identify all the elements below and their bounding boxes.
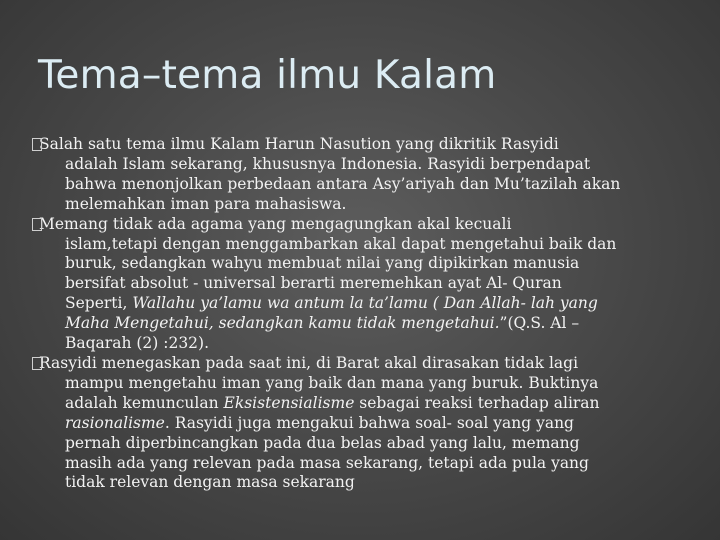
text-segment: buruk, sedangkan wahyu membuat nilai yang dipikirkan manusia bbox=[65, 254, 580, 273]
text-segment: Rasyidi menegaskan pada saat ini, di Barat akal dirasakan tidak lagi bbox=[39, 353, 579, 372]
text-segment: masih ada yang relevan pada masa sekarang, tetapi ada pula yang bbox=[65, 453, 589, 472]
text-line bbox=[65, 454, 690, 474]
square-bullet-icon bbox=[32, 357, 42, 370]
text-segment: Baqarah (2) :232). bbox=[65, 334, 210, 353]
text-segment: adalah kemunculan bbox=[65, 393, 224, 412]
bullet-paragraph bbox=[30, 215, 690, 354]
text-line bbox=[65, 473, 690, 493]
text-segment: tidak relevan dengan masa sekarang bbox=[65, 473, 355, 492]
text-line bbox=[65, 235, 690, 255]
italic-text: Maha Mengetahui, sedangkan kamu tidak mengetahui. bbox=[65, 314, 500, 333]
bullet-paragraph bbox=[30, 354, 690, 493]
text-line bbox=[65, 314, 690, 334]
text-segment: sebagai reaksi terhadap aliran bbox=[354, 393, 600, 412]
text-line bbox=[65, 394, 690, 414]
text-line bbox=[65, 175, 690, 195]
text-line bbox=[65, 334, 690, 354]
text-segment: Memang tidak ada agama yang mengagungkan akal kecuali bbox=[39, 214, 512, 233]
text-segment: bahwa menonjolkan perbedaan antara Asy’ariyah dan Mu’tazilah akan bbox=[65, 174, 621, 193]
slide-title: Tema–tema ilmu Kalam bbox=[38, 53, 497, 98]
bullet-paragraph bbox=[30, 135, 690, 215]
italic-text: Wallahu ya’lamu wa antum la ta’lamu ( Dan Allah- lah yang bbox=[132, 294, 598, 313]
italic-text: rasionalisme bbox=[65, 413, 165, 432]
text-segment: mampu mengetahu iman yang baik dan mana yang buruk. Buktinya bbox=[65, 373, 599, 392]
text-line bbox=[65, 294, 690, 314]
text-segment: Salah satu tema ilmu Kalam Harun Nasution yang dikritik Rasyidi bbox=[39, 135, 559, 153]
text-line bbox=[39, 135, 690, 155]
square-bullet-icon bbox=[32, 218, 42, 231]
text-line bbox=[65, 434, 690, 454]
text-segment: ”(Q.S. Al – bbox=[499, 314, 580, 333]
slide-body bbox=[30, 135, 690, 493]
square-bullet-icon bbox=[32, 138, 42, 151]
text-line bbox=[65, 374, 690, 394]
text-line bbox=[65, 414, 690, 434]
text-line bbox=[65, 195, 690, 215]
text-line bbox=[39, 215, 690, 235]
text-segment: melemahkan iman para mahasiswa. bbox=[65, 194, 347, 213]
text-line bbox=[65, 254, 690, 274]
text-line bbox=[39, 354, 690, 374]
text-segment: pernah diperbincangkan pada dua belas abad yang lalu, memang bbox=[65, 433, 580, 452]
text-line bbox=[65, 155, 690, 175]
text-segment: adalah Islam sekarang, khususnya Indonesia. Rasyidi berpendapat bbox=[65, 154, 591, 173]
italic-text: Eksistensialisme bbox=[223, 393, 355, 412]
text-segment: bersifat absolut - universal berarti meremehkan ayat Al- Quran bbox=[65, 274, 562, 293]
text-segment: islam,tetapi dengan menggambarkan akal dapat mengetahui baik dan bbox=[65, 234, 617, 253]
text-segment: Seperti, bbox=[65, 294, 133, 313]
text-line bbox=[65, 274, 690, 294]
text-segment: . Rasyidi juga mengakui bahwa soal- soal yang yang bbox=[164, 413, 574, 432]
